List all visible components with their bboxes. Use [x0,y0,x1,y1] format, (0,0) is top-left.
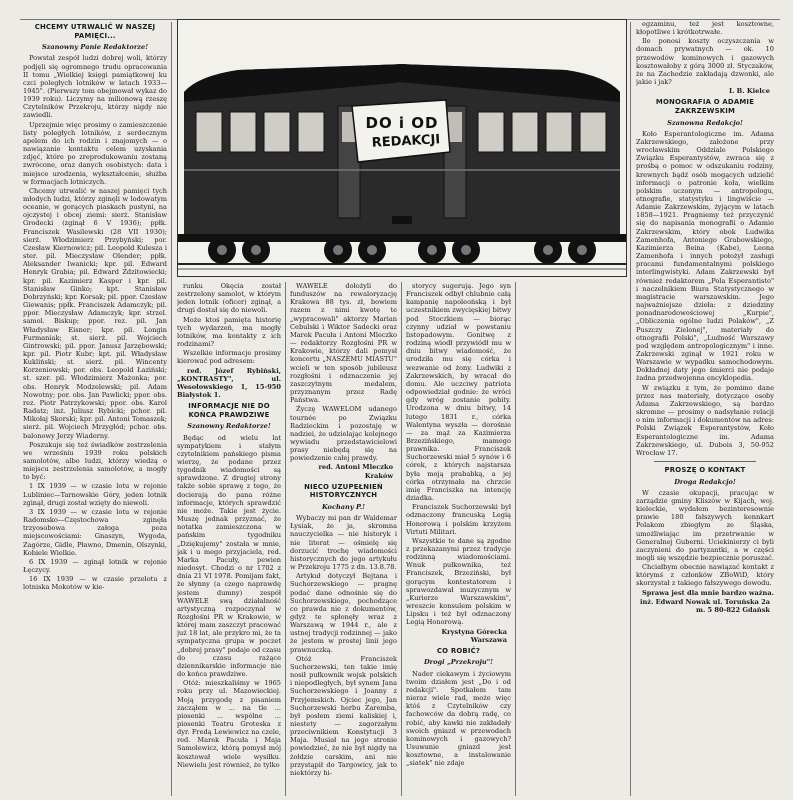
column-divider [285,282,286,796]
column-3 [290,282,397,796]
paragraph: egzaminu, też jest kosztowne, kłopotliwe i krótkotrwałe. [636,20,774,37]
paragraph: Sprawa jest dla mnie bardzo ważna. [642,588,774,597]
paragraph: storycy sugerują. Jego syn Franciszek odbył chlubnie całą kampanię napoleońską i był uczestnikiem zwycięskiej bitwy pod Stoczkiem — biorąc czynny udział w powstaniu listopadowym. Gonitwę z rodziną wiodł przywiódł mu w dniu bitwy wiadomość, że urodziła mu się córka i wezwanie od żony. Ludwiki z Zakrzewskich, by wracał do domu. Ale uczciwy patriota odpowiedział godnie: że wróci gdy wróg zostanie pobity. Urodzona w dniu bitwy, 14 lutego 1831 r., córka Walentyna wyszła — dorośnie — za mąż za Kazimierza Brzezińskiego, mamego prawnika. Franciszek Suchorzewski miał 5 synów i 6 córek, z których najstarsza była moją prababką, a jej córka otrzymała na chrzcie imię Franciszka na intencję dziadka. [406,282,511,503]
paragraph: Franciszek Suchorzewski był odznaczony francuską Legią Honorową i polskim krzyżem Virtuti Militari. [406,503,511,536]
article-heading: PROSZĘ O KONTAKT [664,466,746,474]
column-divider [630,22,631,796]
paragraph: Artykuł dotyczył Bejtana i Suchorzewskiego — pragnę podać dane odnośnie się do Suchorzewskiego, pochodzące co prawda nie z dokumentów, gdyż te spłonęły wraz z Warszawą w 1944 r., ale z ustnej tradycji rodzinnej — jako że jestem w prostej linii jego prawnuczką. [290,572,397,654]
signature: Krystyna Górecka Warszawa [441,627,507,644]
paragraph: W czasie okupacji, pracując w zarządzie gminy Kliszów w Kijach, woj. kieleckie, wydałem bezinteresownie prawie 180 fałszywych kennkart Polakom zbiegłym ze Śląska, umożliwiając im przetrwanie w Generalnej Guberni. Uciekinierzy ci byli zaczynieni do partyzantki, a w części mogli się wszędzie bezpiecznie poruszać. [636,488,774,562]
paragraph: 3 IX 1939 — w czasie lotu w rejonie Radomsko—Częstochowa zginęła trzyosobowa załoga poza miejscowościami: Gnaszyn, Wygoda, Zagórze, Gidle, Pławno, Dmenin, Olszynki, Kobiele Wielkie. [23,507,167,557]
salutation: Szanowny Panie Redaktorze! [41,43,149,52]
paragraph: 6 IX 1939 — zginął lotnik w rejonie Łęczycy. [23,557,167,575]
paragraph: Ile ponosi koszty oczyszczania w domach prywatnych — ok. 10 przewodów kominowych i gazowych kosztowałoby z górą 3000 zł. Styczaków, że na Zachodzie zakładają dzwonki, ale jakie i jak? [636,37,774,87]
paragraph: Wszystkie te dane są zgodne z przekazanymi przez tradycje rodzinną wiadomościami. Wnuk pułkownika, też Franciszek, Brzeziński, był gorącym kontestatorem i sprawozdawał muzycznym w „Kurierze Warszawskim", wreszcie konsulem polskim w Lipsku i też był odznaczony Legią Honorową. [406,536,511,627]
banner-title: DO i OD [365,114,439,132]
salutation: Drogi „Przekroju"! [423,658,494,667]
article-heading: NIECO UZUPEŁNIEŃ HISTORYCZNYCH [304,482,383,500]
salutation: Szanowna Redakcjo! [667,118,743,127]
address: red. Józef Rybiński, „KONTRASTY", ul. Wesołowskiego 1, 15-950 Białystok 1. [177,366,281,400]
section-divider [654,461,756,462]
train-illustration [177,19,627,277]
column-divider [515,282,516,796]
column-divider [171,22,172,796]
paragraph: runku Okęcia został zestrzelony samolot, w którym jeden lotnik (oficer) zginął, a drugi dostał się do niewoli. [177,282,281,315]
paragraph: Wszelkie informacje prosimy kierować pod adresem: [177,349,281,366]
paragraph: Chcemy utrwalić w naszej pamięci tych młodych ludzi, którzy zginęli w lodowatym oceanie, w gorących piaskach pustyni, na ojczystej i obcej ziemi: sierż. Stanisław Grodecki (zginął 6 V 1936); ppłk. Franciszek Wasilewski (28 VII 1930); sierż. Włodzimierz Przybyński; por. Czesław Kiernowicz; pil. Leopold Kulesza i ster. pil. Mieczysław Olender; ppłk. Aleksander Iwanicki; kpr. pil. Edward Henryk Grabia; pil. Edward Zdzitowiecki; kpr. pil. Kazimierz Kasper i kpr. pil. Stanisław Ginko; kpt. Stanisław Dobrzyński; kpr. Korsak; pil. ppor. Czesław Giewanis; ppłk. Franciszek Adamczyk; pil. ppor. Mieczysław Adamczyk; kpr. strzel. samol. Biskup; ppor. rez. pil. Jan Władysław Eisner; kpr. pil. Longin Furmaniak; st. sierż. pil. Wojciech Gintrowski; pil. ppor. Janusz Jarzębowski; kpr. pil. Piotr Kubr; kpt. pil. Władysław Kukliński; st. sierż. pil. Wincenty Korzeniowski; por. obs. Leopold Łaziński; st. szer. pil. Włodzimierz Mażonka; por. obs. Henryk Modzelewski; pil. Adam Nowotny; por. obs. Jan Pawlicki; ppor. obs. rez. Piotr Patrzykowski; ppor. obs. Karol Radatz; inż. Juliusz Rybicki; pchor. pil. Mikołaj Skorski; kpr. pil. Antoni Tomaszek; sierż. pil. Wojciech Mrzygłód; pchor. obs. balonowy Jerzy Wiaderny. [23,186,167,440]
paragraph: 1 IX 1939 — w czasie lotu w rejonie Lubliniec—Tarnowskie Góry, jeden lotnik zginął, drugi został wzięty do niewoli. [23,482,167,507]
paragraph: Wybaczy mi pan dr Waldemar Łysiak, że ja, skromna nauczycielka — nie historyk i nie literat — ośmielę się dorzucić trochę wiadomości historycznych do jego artykułu w Przekroju 1775 z dn. 13.8.78. [290,514,397,572]
paragraph: 16 IX 1939 — w czasie przelotu z lotniska Mokotów w kie- [23,575,167,592]
article-heading: CHCEMY UTRWALIĆ W NASZEJ PAMIĘCI... [34,23,156,40]
article-heading: MONOGRAFIA O ADAMIE ZAKRZEWSKIM [655,98,755,115]
banner-subtitle: REDAKCJI [371,132,441,151]
paragraph: Powstał zespół ludzi dobrej woli, którzy podjęli się ogromnego trudu opracowania II tomu „Wielkiej księgi pamiątkowej ku czci poległych lotników w latach 1933—1945". (Pierwszy tom obejmował wykaz do 1939 roku). Liczymy na milionową rzeszę Czytelników Przekroju, którzy nigdy nie zawiedli. [23,54,167,120]
article-heading: INFORMACJE NIE DO KOŃCA PRAWDZIWE [188,402,270,419]
column-divider [401,282,402,796]
paragraph: Otóż Franciszek Suchorzewski, ten takie imię nosił pułkownik wojsk polskich i niepodległych, był synem Jana Suchorzewskiego i Joanny z Przyjemskich. Ojciec jego, Jan Suchorzewski herbu Zaremba, był posłem ziemi kaliskiej i, niestety — zagorzałym przeciwnikiem Konstytucji 3 Maja. Musiał na jego stronie powiedzieć, że nie był nigdy na żołdzie carskim, ani nie przystąpił do Targowicy, jak to niektórzy hi- [290,654,397,777]
column-5 [636,20,774,796]
column-1 [23,20,167,796]
signature: I. B. Kielce [729,87,770,96]
paragraph: W związku z tym, że pomimo dane przez nas materiały, dotyczące osoby Adama Zakrzewskiego, są bardzo skromne — prosimy o nadsyłanie relacji o nim informacji i dokumentów na adres: Polski Związek Esperantystów, Koło Esperantologiczne im. Adama Zakrzewskiego, ul. Dubois 3, 50-952 Wrocław 17. [636,383,774,457]
column-4 [406,282,511,796]
paragraph: Będąc od wielu lat sympatykiem i stałym czytelnikiem pańskiego pisma wierzę, że podane przez tygodnik wiadomości są sprawdzone. Z drugiej strony także sobie sprawę z tego, że docierają do pana różne informacje, których sprawdzić nie może. Takie jest życie. Muszę jednak przyznać, że notatka zamieszczona w pańskim tygodniku „Dziękujemy" została w mnie, jak i u mego przyjaciela, red. Marka Pacuły, pewien niedosyt. Chodzi o nr 1702 z dnia 21 VI 1978. Pomijam fakt, że słynny (a czego naprawdę jestem dumny) zespół WAWELE swą działalność artystyczną rozpoczynał w Rozgłośni PR w Krakowie, w której mam zaszczyt pracować już 18 lat, ale przykro mi, że ta sympatyczna grupa w poczet „dobrej prasy" podaje od czasu do czasu rażące dziennikarskie informacje nie do końca prawdziwe. [177,433,281,679]
paragraph: Koło Esperantologiczne im. Adama Zakrzewskiego, założone przy wrocławskim Oddziale Polskiego Związku Esperantystów, zwraca się z prośbą o pomoc w odszukaniu rodziny, krewnych bądź osób mogących udzielić informacji o patronie koła, wielkim polskim uczonym — antropologu, etnografie, statystyku i lingwiście — Adamie Zakrzewskim, żyjącym w latach 1858—1921. Pragniemy też przyczynić się do napisania monografii o Adamie Zakrzewskim, który obok Ludwika Zamenhofa, Antoniego Grabowskiego, Kazimierza Beina (Kabe), Leona Zamenhofa i innych położył zasługi pracami fundamentalnymi polskiego interlingwistyki. Adam Zakrzewski był również redaktorem „Pola Esperantisto" i naczelnikiem Biura Statystycznego w magistracie warszawskim. Jego najważniejsze dzieła: z dziedziny ponadnarodowościowej „Kurpie", „Obliczenia ogólne ludzi Polaków", „Z Puszczy Zielonej", materiały do etnografii Polski", „Ludność Warszawy pod względem antropologicznym" i inne. Zakrzewski zginął w 1921 roku w Warszawie w wypadku samochodowym. Dokładnej daty jego śmierci nie podaje żadna przedwojenna encyklopedia. [636,129,774,383]
paragraph: Nader ciekawym i życiowym twoim działem jest „Do i od redakcji". Spotkałem tam nieraz wiele rad, może więc któś z Czytelników czy fachowców da dobrą radę, co robić, aby kawki nie zakładały swoich gniazd w przewodach kominowych i gazowych? Usuwanie gniazd jest kosztowne, a instalowanie „siatek" nie zdaje [406,669,511,768]
paragraph: WAWELE dołożyli do funduszów na rewaloryzację Krakowa 88 tys. zł, bowiem razem z nimi kwotę te „wypracowali" aktorzy Marian Cebulski i Wiktor Sadecki oraz Marek Pacuła i Antoni Mleczko — redaktorzy Rozgłośni PR w Krakowie, którzy dali pomysł koncertu „NASZEMU MIASTU" wcieli w ten sposób jubileusz rozgłośni i odznaczenie jej zaszczytnym medalem, przyznanym przez Radę Państwa. [290,282,397,405]
salutation: Szanowny Redaktorze! [187,422,271,431]
paragraph: Poszukuje się też świadków zestrzelenia we wrześniu 1939 roku polskich samolotów, albo ludzi, którzy wiedzą o miejscu zestrzelenia samolotów, a mogły to być: [23,440,167,482]
paragraph: Uprzejmie więc prosimy o zamieszczenie listy poległych lotników, z serdecznym apelem do ich rodzin i znajomych — o nawiązanie kontaktu celem uzyskania zdjęć, które po zreprodukowaniu zostaną zwrócone, oraz danych osobistych: data i miejsce urodzenia, wykształcenie, służba w formacjach lotniczych. [23,120,167,186]
paragraph: Życzę WAWELOM udanego tournée po Związku Radzieckim i pozostaję w nadziei, że udzielając kolejnego wywiadu przedstawicielowi prasy niebędą się na powiedzenie całej prawdy. [290,405,397,463]
paragraph: Może ktoś pamięta historię tych wydarzeń, ma mogły lotników, ma kontakty z ich rodzinami? [177,315,281,349]
salutation: Droga Redakcjo! [674,477,736,486]
signature: red. Antoni Mleczko Kraków [318,463,393,480]
article-heading: CO ROBIĆ? [436,646,481,655]
paragraph: Otóż: mieszkaliśmy w 1965 roku przy ul. Mazowieckiej. Moją przygodę z pisaniem zacząłem w ... na tle ... piosenki ... wspólne ... piosenki Teatru Groteska z dyr. Fredą Lewiewicz na czele, red. Marek Pacuła i Maja Samolewicz, którą pomysł mój kosztował wiele wysiłku. Niewielu jest również, że tylko [177,679,281,769]
salutation: Kochany P.! [321,502,366,511]
signature: inż. Edward Nowak ul. Toruńska 2a m. 5 80-822 Gdańsk [639,597,770,614]
paragraph: Chciałbym obecnie nawiązać kontakt z którymś z członków ZBoWiD, który skorzystał z takiego fałszywego dowodu. [636,563,774,588]
column-2 [177,282,281,796]
